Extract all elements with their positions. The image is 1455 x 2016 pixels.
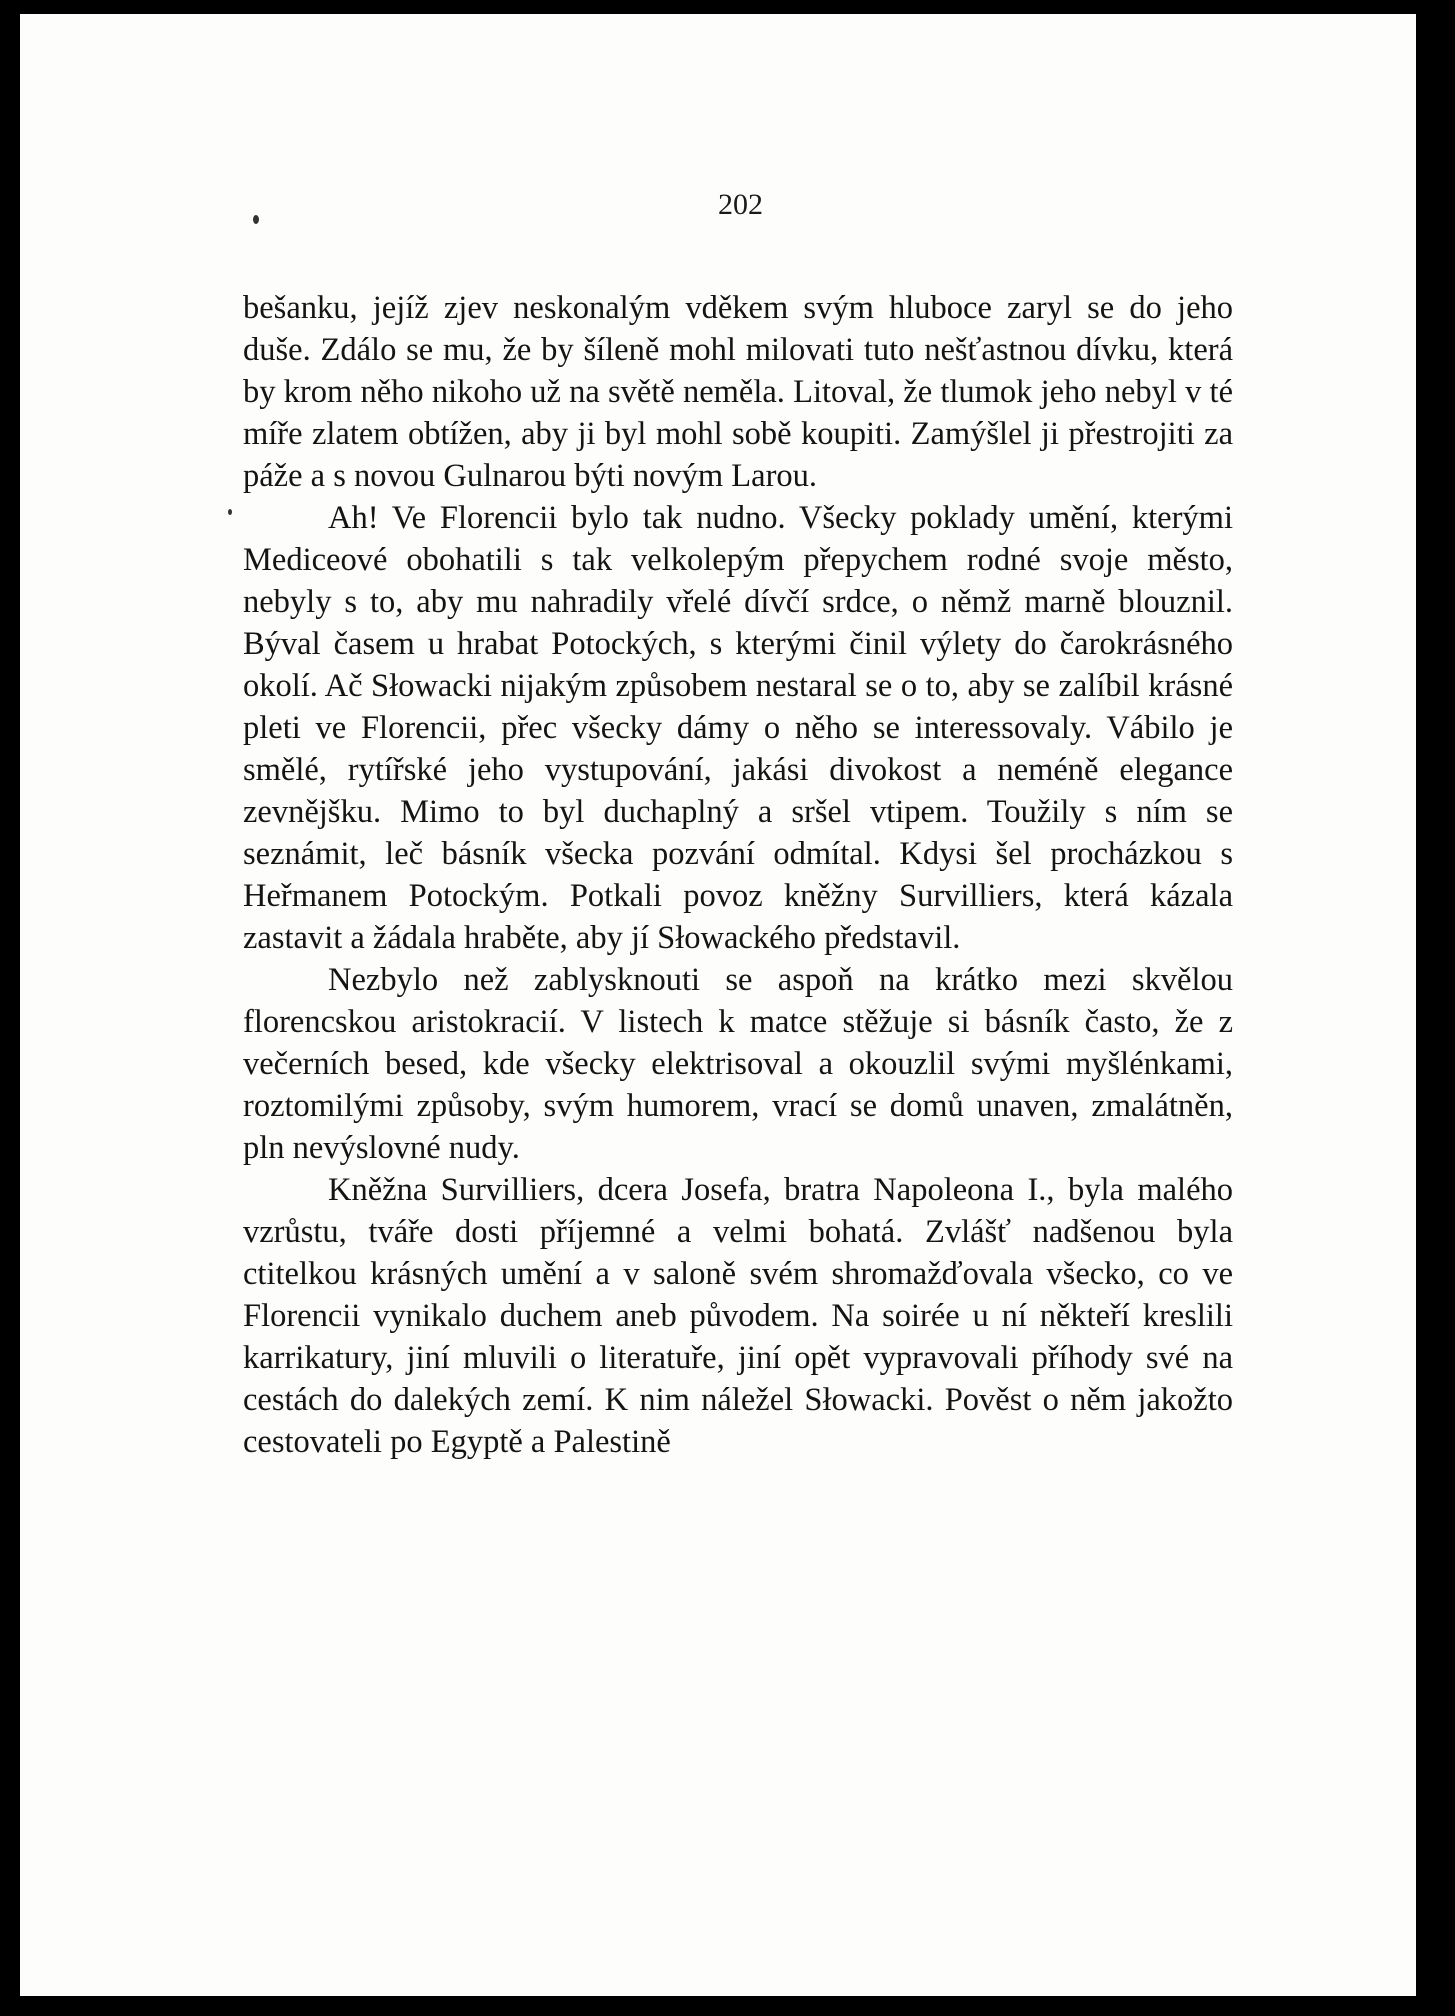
body-text [243,287,1233,1463]
ink-speck [253,215,259,224]
ink-speck [228,509,232,515]
paragraph: Ah! Ve Florencii bylo tak nudno. Všecky poklady umění, kterými Mediceové obohatili s tak velkolepým přepychem rodné svoje město, nebyly s to, aby mu nahradily vřelé dívčí srdce, o němž marně blouznil. Býval časem u hrabat Potockých, s kterými činil výlety do čarokrásného okolí. Ač Słowacki nijakým způsobem nestaral se o to, aby se zalíbil krásné pleti ve Florencii, přec všecky dámy o něho se interessovaly. Vábilo je smělé, rytířské jeho vystupování, jakási divokost a neméně elegance zevnějšku. Mimo to byl duchaplný a sršel vtipem. Toužily s ním se seznámit, leč básník všecka pozvání odmítal. Kdysi šel procházkou s Heřmanem Potockým. Potkali povoz kněžny Survilliers, která kázala zastavit a žádala hraběte, aby jí Słowackého představil. [243,500,1233,956]
paragraph: bešanku, jejíž zjev neskonalým vděkem svým hluboce zaryl se do jeho duše. Zdálo se mu, že by šíleně mohl milovati tuto nešťastnou dívku, která by krom něho nikoho už na světě neměla. Litoval, že tlumok jeho nebyl v té míře zlatem obtížen, aby ji byl mohl sobě koupiti. Zamýšlel ji přestrojiti za páže a s novou Gulnarou býti novým Larou. [243,290,1233,494]
scan-border [1416,0,1455,2016]
paragraph: Kněžna Survilliers, dcera Josefa, bratra Napoleona I., byla malého vzrůstu, tváře dosti příjemné a velmi bohatá. Zvlášť nadšenou byla ctitelkou krásných umění a v saloně svém shromažďovala všecko, co ve Florencii vynikalo duchem aneb původem. Na soirée u ní někteří kreslili karrikatury, jiní mluvili o literatuře, jiní opět vypravovali příhody své na cestách do dalekých zemí. K nim náležel Słowacki. Pověst o něm jakožto cestovateli po Egyptě a Palestině [243,1172,1233,1460]
page-number: 202 [718,188,763,221]
paragraph: Nezbylo než zablysknouti se aspoň na krátko mezi skvělou florencskou aristokracií. V listech k matce stěžuje si básník často, že z večerních besed, kde všecky elektrisoval a okouzlil svými myšlénkami, roztomilými způsoby, svým humorem, vrací se domů unaven, zmalátněn, pln nevýslovné nudy. [243,962,1233,1166]
